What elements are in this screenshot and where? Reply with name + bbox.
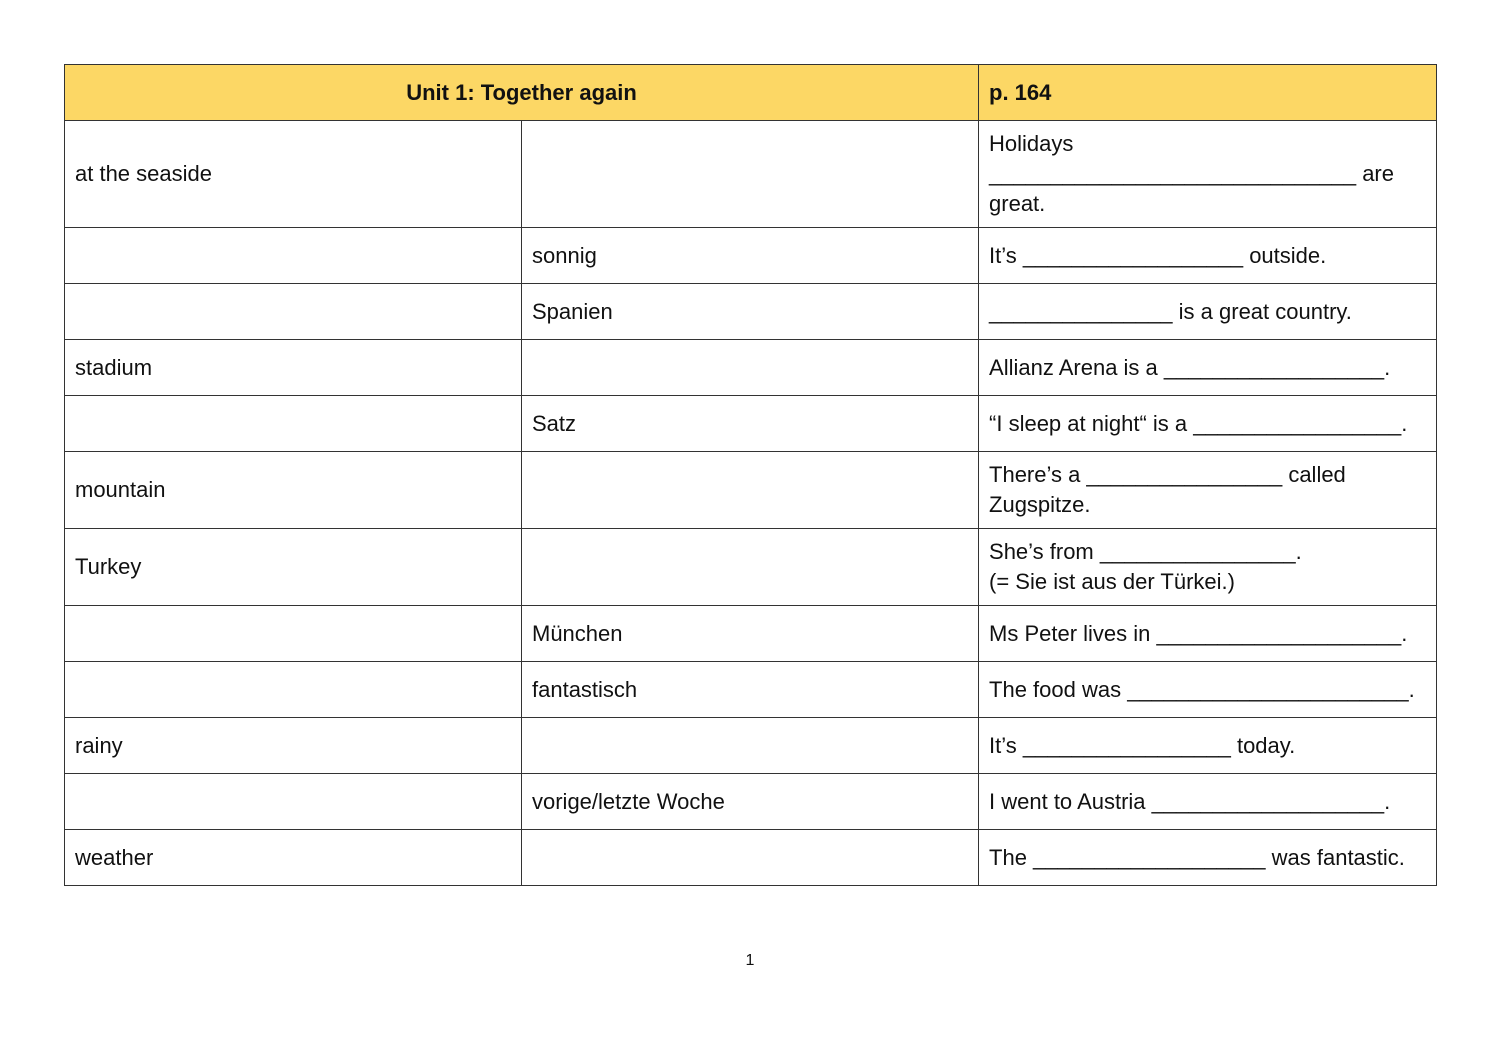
english-cell: Turkey <box>65 529 522 606</box>
german-cell <box>522 529 979 606</box>
german-cell <box>522 340 979 396</box>
vocabulary-table <box>64 64 1437 886</box>
german-cell <box>522 830 979 886</box>
sentence-cell: Holidays ______________________________ are great. <box>979 121 1437 228</box>
german-cell: München <box>522 606 979 662</box>
english-cell <box>65 396 522 452</box>
german-cell <box>522 718 979 774</box>
table-row <box>65 662 1437 718</box>
english-cell: rainy <box>65 718 522 774</box>
table-header-row <box>65 65 1437 121</box>
german-cell: Satz <box>522 396 979 452</box>
sentence-cell: Allianz Arena is a __________________. <box>979 340 1437 396</box>
german-cell: vorige/letzte Woche <box>522 774 979 830</box>
english-cell: mountain <box>65 452 522 529</box>
german-cell: fantastisch <box>522 662 979 718</box>
table-row <box>65 606 1437 662</box>
english-cell <box>65 228 522 284</box>
english-cell <box>65 284 522 340</box>
sentence-cell: Ms Peter lives in ____________________. <box>979 606 1437 662</box>
table-row <box>65 228 1437 284</box>
table-row <box>65 718 1437 774</box>
sentence-cell: It’s _________________ today. <box>979 718 1437 774</box>
german-cell <box>522 121 979 228</box>
english-cell: stadium <box>65 340 522 396</box>
sentence-cell: It’s __________________ outside. <box>979 228 1437 284</box>
table-row <box>65 830 1437 886</box>
table-row <box>65 452 1437 529</box>
sentence-cell: “I sleep at night“ is a _________________. <box>979 396 1437 452</box>
table-row <box>65 529 1437 606</box>
sentence-cell: There’s a ________________ called Zugspitze. <box>979 452 1437 529</box>
page-reference: p. 164 <box>979 65 1437 121</box>
sentence-cell: The food was _______________________. <box>979 662 1437 718</box>
german-cell <box>522 452 979 529</box>
english-cell: weather <box>65 830 522 886</box>
sentence-cell: The ___________________ was fantastic. <box>979 830 1437 886</box>
sentence-cell: _______________ is a great country. <box>979 284 1437 340</box>
table-row <box>65 774 1437 830</box>
sentence-cell: I went to Austria ___________________. <box>979 774 1437 830</box>
german-cell: Spanien <box>522 284 979 340</box>
english-cell <box>65 606 522 662</box>
german-cell: sonnig <box>522 228 979 284</box>
page-number: 1 <box>745 952 755 969</box>
table-row <box>65 284 1437 340</box>
table-row <box>65 121 1437 228</box>
english-cell <box>65 774 522 830</box>
table-row <box>65 340 1437 396</box>
sentence-cell: She’s from ________________. (= Sie ist aus der Türkei.) <box>979 529 1437 606</box>
table-row <box>65 396 1437 452</box>
unit-title: Unit 1: Together again <box>65 65 979 121</box>
english-cell <box>65 662 522 718</box>
english-cell: at the seaside <box>65 121 522 228</box>
